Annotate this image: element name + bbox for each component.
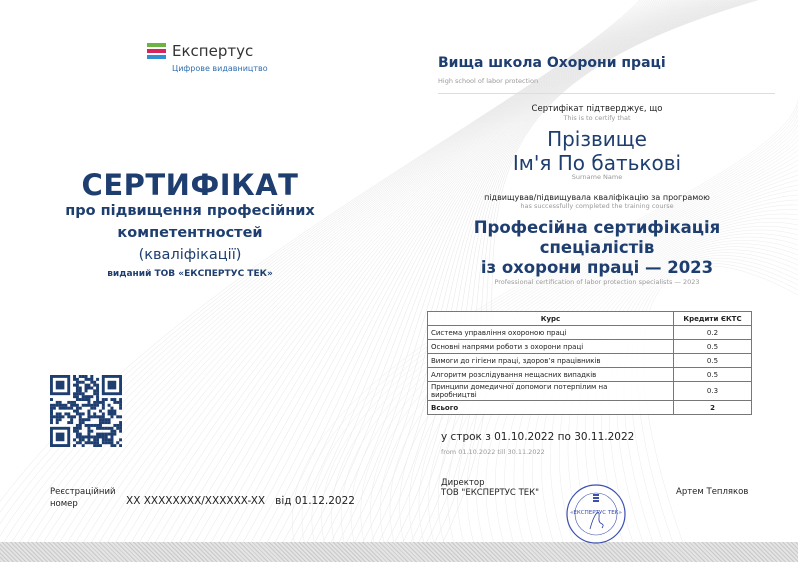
subtitle-line: про підвищення професійних <box>65 203 315 219</box>
logo-tagline: Цифрове видавництво <box>172 64 268 73</box>
reg-label-line: номер <box>50 499 78 509</box>
divider <box>438 93 775 94</box>
table-row <box>428 340 752 354</box>
course-name: Алгоритм розслідування нещасних випадків <box>428 368 674 382</box>
program-title-en: Professional certification of labor protection specialists — 2023 <box>494 278 700 286</box>
course-credits: 0.5 <box>674 354 752 368</box>
table-total-row <box>428 401 752 415</box>
course-name: Вимоги до гігієни праці, здоров’я працівників <box>428 354 674 368</box>
signatory-position: Директор <box>441 478 485 488</box>
recipient-surname: Прізвище <box>547 127 647 151</box>
confirms-text-en: This is to certify that <box>563 114 631 122</box>
course-credits: 0.3 <box>674 382 752 401</box>
school-name-en: High school of labor protection <box>438 77 539 85</box>
issued-by: виданий ТОВ «ЕКСПЕРТУС ТЕК» <box>107 269 273 279</box>
signatory-name: Артем Тепляков <box>676 487 749 497</box>
expertus-logo <box>147 43 166 59</box>
school-name: Вища школа Охорони праці <box>438 55 666 71</box>
recipient-name: Ім'я По батькові <box>512 151 682 175</box>
total-label: Всього <box>428 401 674 415</box>
bottom-pattern-band <box>0 542 798 562</box>
reg-label <box>50 486 116 510</box>
company-stamp <box>566 484 626 544</box>
reg-number: XX XXXXXXXX/XXXXXX-XX <box>126 495 266 507</box>
program-title <box>417 218 777 278</box>
reg-date: від 01.12.2022 <box>275 495 355 507</box>
logo-name: Експертус <box>172 42 254 60</box>
course-name: Основні напрями роботи з охорони праці <box>428 340 674 354</box>
table-header-row <box>428 312 752 326</box>
subtitle-line: компетентностей <box>117 225 263 241</box>
table-row <box>428 354 752 368</box>
program-title-line: Професійна сертифікація спеціалістів <box>473 218 721 257</box>
reg-number-row <box>126 495 355 507</box>
total-value: 2 <box>674 401 752 415</box>
table-row <box>428 326 752 340</box>
period: у строк з 01.10.2022 по 30.11.2022 <box>441 431 635 443</box>
courses-table <box>427 311 752 415</box>
certificate-title: СЕРТИФІКАТ <box>81 168 299 202</box>
reg-label-line: Реєстраційний <box>50 487 116 497</box>
table-row <box>428 382 752 401</box>
course-name: Система управління охороною праці <box>428 326 674 340</box>
completed-text: підвищував/підвищувала кваліфікацію за програмою <box>484 193 710 202</box>
header-course: Курс <box>428 312 674 326</box>
qr-code <box>50 375 122 447</box>
recipient-name-en: Surname Name <box>571 173 623 181</box>
course-credits: 0.2 <box>674 326 752 340</box>
signatory-company: ТОВ "ЕКСПЕРТУС ТЕК" <box>441 488 540 498</box>
signatory-title <box>441 478 539 498</box>
stamp-text: «ЕКСПЕРТУС ТЕК» <box>570 510 622 516</box>
table-row <box>428 368 752 382</box>
course-credits: 0.5 <box>674 340 752 354</box>
certificate-subtitle <box>40 200 340 266</box>
period-en: from 01.10.2022 till 30.11.2022 <box>441 448 545 456</box>
program-title-line: із охорони праці — 2023 <box>480 258 714 277</box>
completed-text-en: has successfully completed the training course <box>520 202 674 210</box>
subtitle-line: (кваліфікації) <box>138 247 242 263</box>
course-credits: 0.5 <box>674 368 752 382</box>
header-credits: Кредити ЄКТС <box>674 312 752 326</box>
course-name: Принципи домедичної допомоги потерпілим на виробництві <box>428 382 674 401</box>
confirms-text: Сертифікат підтверджує, що <box>531 104 663 114</box>
